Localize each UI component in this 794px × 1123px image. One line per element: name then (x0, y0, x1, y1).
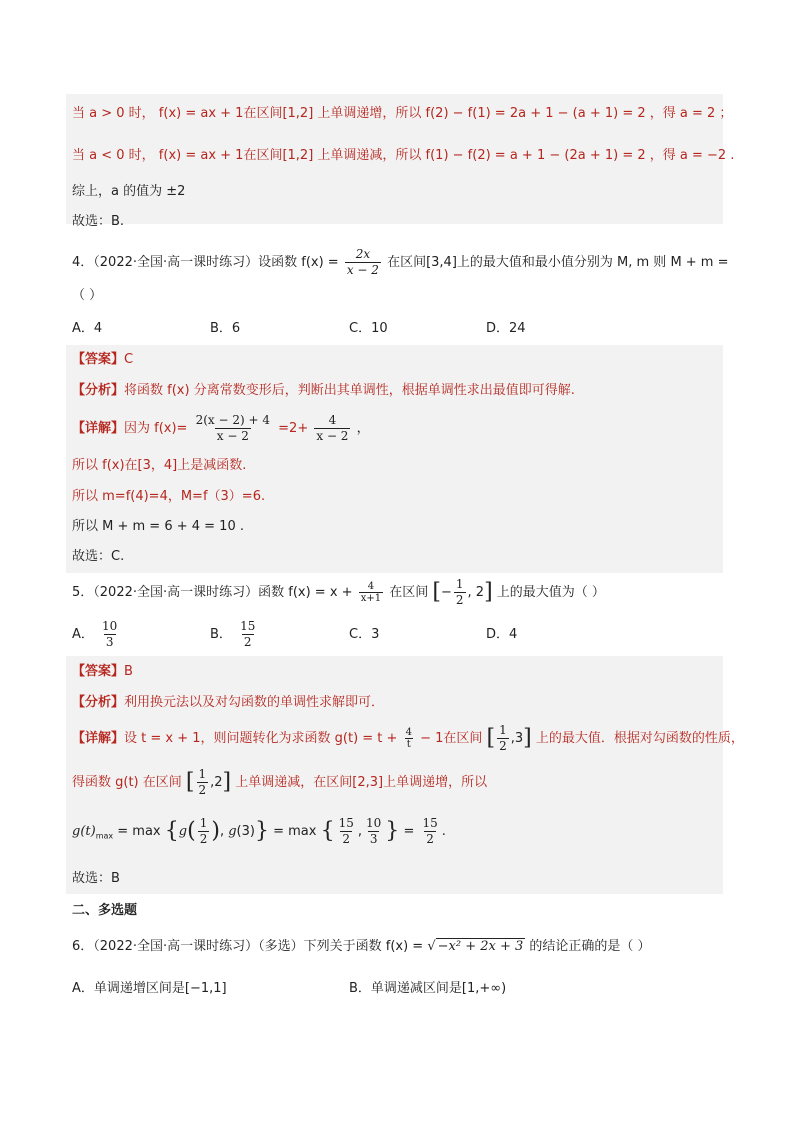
q5-line-2: 得函数 g(t) 在区间 [ $\frac{1}{2}$ ,2] 上单调递减，在区间[2,3]上单调递增，所以 (72, 767, 488, 797)
q4-choice: 故选：C. (72, 549, 125, 564)
question-4-stem: 4．（2022·全国·高一课时练习）设函数 f(x) = $\frac{2x}{x - 2}$ 在区间[3,4]上的最大值和最小值分别为 M, m 则 M + m = (72, 247, 729, 277)
q4-detail: 【详解】因为 f(x)= $\frac{2(x - 2) + 4}{x - 2}$ =2+ $\frac{4}{x - 2}$ ， (72, 413, 370, 443)
q4-detail-fraction-2: $\frac{4}{x - 2}$ (316, 413, 349, 443)
q5-fraction: $\frac{4}{x+1}$ (360, 581, 382, 604)
q5-option-d: D．4 (486, 627, 518, 642)
q4-fraction: $\frac{2x}{x - 2}$ (346, 247, 379, 277)
q4-line-3: 所以 m=f(4)=4，M=f（3）=6. (72, 489, 266, 504)
choice-line-q3: 故选：B. (72, 214, 125, 229)
q6-option-b: B．单调递减区间是[1,+∞) (349, 981, 507, 996)
q5-answer: 【答案】B (72, 664, 133, 679)
q4-option-d: D．24 (486, 321, 526, 336)
q5-option-b: B． $\frac{15}{2}$ (210, 619, 256, 649)
q6-option-a: A．单调递增区间是[−1,1] (72, 981, 227, 996)
case-negative-line: 当 a < 0 时， f(x) = ax + 1在区间[1,2] 上单调递减，所以 f(1) − f(2) = a + 1 − (2a + 1) = 2 ，得 a = −2 . (72, 148, 735, 163)
q5-line-3: $g(t)_{max} = \max \{g$( $\frac{1}{2}$ ), g(3)} = max { $\frac{15}{2}$ , $\frac{10}{3}$ } = $\frac{15}{2}$ . (72, 816, 446, 846)
q4-line-4: 所以 M + m = 6 + 4 = 10 . (72, 519, 244, 534)
summary-line: 综上，a 的值为 ±2 (72, 184, 186, 199)
question-4-paren: （ ） (72, 288, 103, 303)
section-title-multiple-choice: 二、多选题 (72, 903, 138, 918)
sqrt-symbol: √ (427, 939, 436, 954)
question-5-stem: 5．（2022·全国·高一课时练习）函数 f(x) = x + $\frac{4}{x+1}$ 在区间 [− $\frac{1}{2}$ , 2] 上的最大值为（ ） (72, 577, 605, 607)
q5-interval-fraction: $\frac{1}{2}$ (455, 577, 464, 607)
case-positive-line: 当 a > 0 时， f(x) = ax + 1在区间[1,2] 上单调递增，所以 f(2) − f(1) = 2a + 1 − (a + 1) = 2 ，得 a = 2 ； (72, 106, 733, 121)
q5-detail: 【详解】设 t = x + 1，则问题转化为求函数 g(t) = t + $\frac{4}{t}$ − 1在区间 [ $\frac{1}{2}$ ,3] 上的最大值．根据对勾函数的性质， (72, 723, 744, 753)
q5-choice: 故选：B (72, 871, 120, 886)
q4-option-c: C．10 (349, 321, 388, 336)
q5-analysis: 【分析】利用换元法以及对勾函数的单调性求解即可． (72, 695, 385, 710)
q4-option-b: B．6 (210, 321, 241, 336)
q4-line-2: 所以 f(x)在[3，4]上是减函数. (72, 458, 247, 473)
question-6-stem: 6．（2022·全国·高一课时练习）（多选）下列关于函数 f(x) = √ −x² + 2x + 3 的结论正确的是（ ） (72, 939, 651, 954)
q4-analysis: 【分析】将函数 f(x) 分离常数变形后，判断出其单调性，根据单调性求出最值即可得解. (72, 383, 575, 398)
q4-option-a: A．4 (72, 321, 103, 336)
q5-option-a: A． $\frac{10}{3}$ (72, 619, 118, 649)
q5-option-c: C．3 (349, 627, 380, 642)
q4-answer: 【答案】C (72, 352, 134, 367)
q4-detail-fraction-1: $\frac{2(x - 2) + 4}{x - 2}$ (195, 413, 271, 443)
